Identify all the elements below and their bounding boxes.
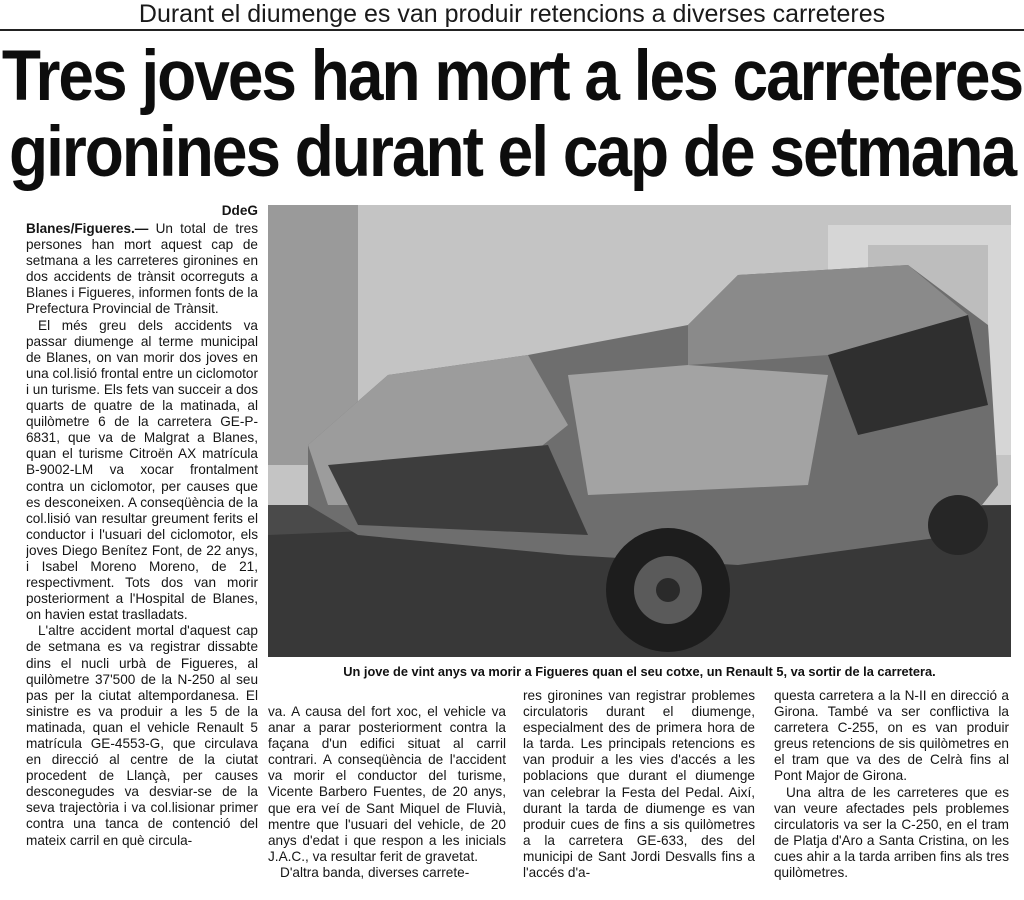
article-column-1 — [26, 203, 258, 898]
paragraph-1 — [26, 221, 258, 318]
paragraph-6: res gironines van registrar problemes circulatoris durant el diumenge, especialment des de primera hora de la tarda. Les principals retencions es van produir a les vies d'accés a les poblacions que durant el diumenge van celebrar la Festa del Pedal. Així, durant la tarda de diumenge es van produir cues de fins a sis quilòmetres a la carretera GE-633, des del municipi de Sant Jordi Desvalls fins a l'accés d'a- — [523, 688, 755, 881]
headline — [0, 34, 1024, 192]
headline-line-2: gironines durant el cap de setmana — [8, 110, 1016, 192]
paragraph-3: L'altre accident mortal d'aquest cap de setmana es va registrar dissabte dins el nucli urbà de Figueres, al quilòmetre 37'500 de la N-250 al seu pas per la ciutat altempordanesa. El sinistre es va produir a les 5 de la matinada, quan el vehicle Renault 5 matrícula GE-4553-G, que circulava en direcció al centre de la ciutat procedent de Llançà, per causes desconegudes va desviar-se de la seva trajectòria i va col.lisionar primer contra una tanca de contenció del mateix carril en què circula- — [26, 623, 258, 848]
photo-caption: Un jove de vint anys va morir a Figueres quan el seu cotxe, un Renault 5, va sortir de la carretera. — [343, 664, 936, 679]
paragraph-2: El més greu dels accidents va passar diumenge al terme municipal de Blanes, on van morir dos joves en una col.lisió frontal entre un ciclomotor i un turisme. Els fets van succeir a dos quarts de quatre de la matinada, al quilòmetre 6 de la carretera GE-P-6831, que va de Malgrat a Blanes, quan el turisme Citroën AX matrícula B-9002-LM va xocar frontalment contra un ciclomotor, per causes que es desconeixen. A conseqüència de la col.lisió van resultar greument ferits el conductor i l'usuari del ciclomotor, els joves Diego Benítez Font, de 22 anys, i Isabel Moreno Moreno, de 21, respectivment. Tots dos van morir posteriorment a l'Hospital de Blanes, on havien estat traslladats. — [26, 317, 258, 623]
paragraph-8: Una altra de les carreteres que es van veure afectades pels problemes circulatoris va ser la C-250, en el tram de Platja d'Aro a Santa Cristina, on les cues ahir a la tarda arriben fins als tres quilòmetres. — [774, 784, 1009, 881]
paragraph-5: D'altra banda, diverses carrete- — [280, 864, 470, 880]
article-column-3 — [523, 688, 755, 900]
wrecked-car-illustration — [268, 205, 1011, 657]
subheadline: Durant el diumenge es van produir retencions a diverses carreteres — [138, 0, 886, 28]
paragraph-1-text: Un total de tres persones han mort aquest cap de setmana a les carreteres gironines en dos accidents de trànsit ocorreguts a Blanes i Figueres, informen fonts de la Prefectura Provincial de Trànsit. — [26, 221, 258, 317]
news-photo — [268, 205, 1011, 657]
paragraph-4: va. A causa del fort xoc, el vehicle va anar a parar posteriorment contra la façana d'un edifici situat al carril contrari. A conseqüència de l'accident va morir el conductor del turisme, Vicente Barbero Fuentes, de 20 anys, que era veí de Sant Miquel de Fluvià, mentre que l'usuari del vehicle, de 20 anys d'edat i que respon a les inicials J.A.C., va resultar ferit de gravetat. — [268, 704, 506, 864]
article-column-2 — [268, 704, 506, 900]
headline-line-1: Tres joves han mort a les carreteres — [1, 34, 1023, 116]
byline: DdeG — [221, 203, 258, 218]
article-column-4 — [774, 688, 1009, 900]
dateline: Blanes/Figueres.— — [26, 221, 149, 236]
header-rule — [0, 29, 1024, 31]
paragraph-7: questa carretera a la N-II en direcció a Girona. També va ser conflictiva la carretera C-255, on es van produir greus retencions de sis quilòmetres en el tram que va des de Celrà fins al Pont Major de Girona. — [774, 688, 1009, 784]
